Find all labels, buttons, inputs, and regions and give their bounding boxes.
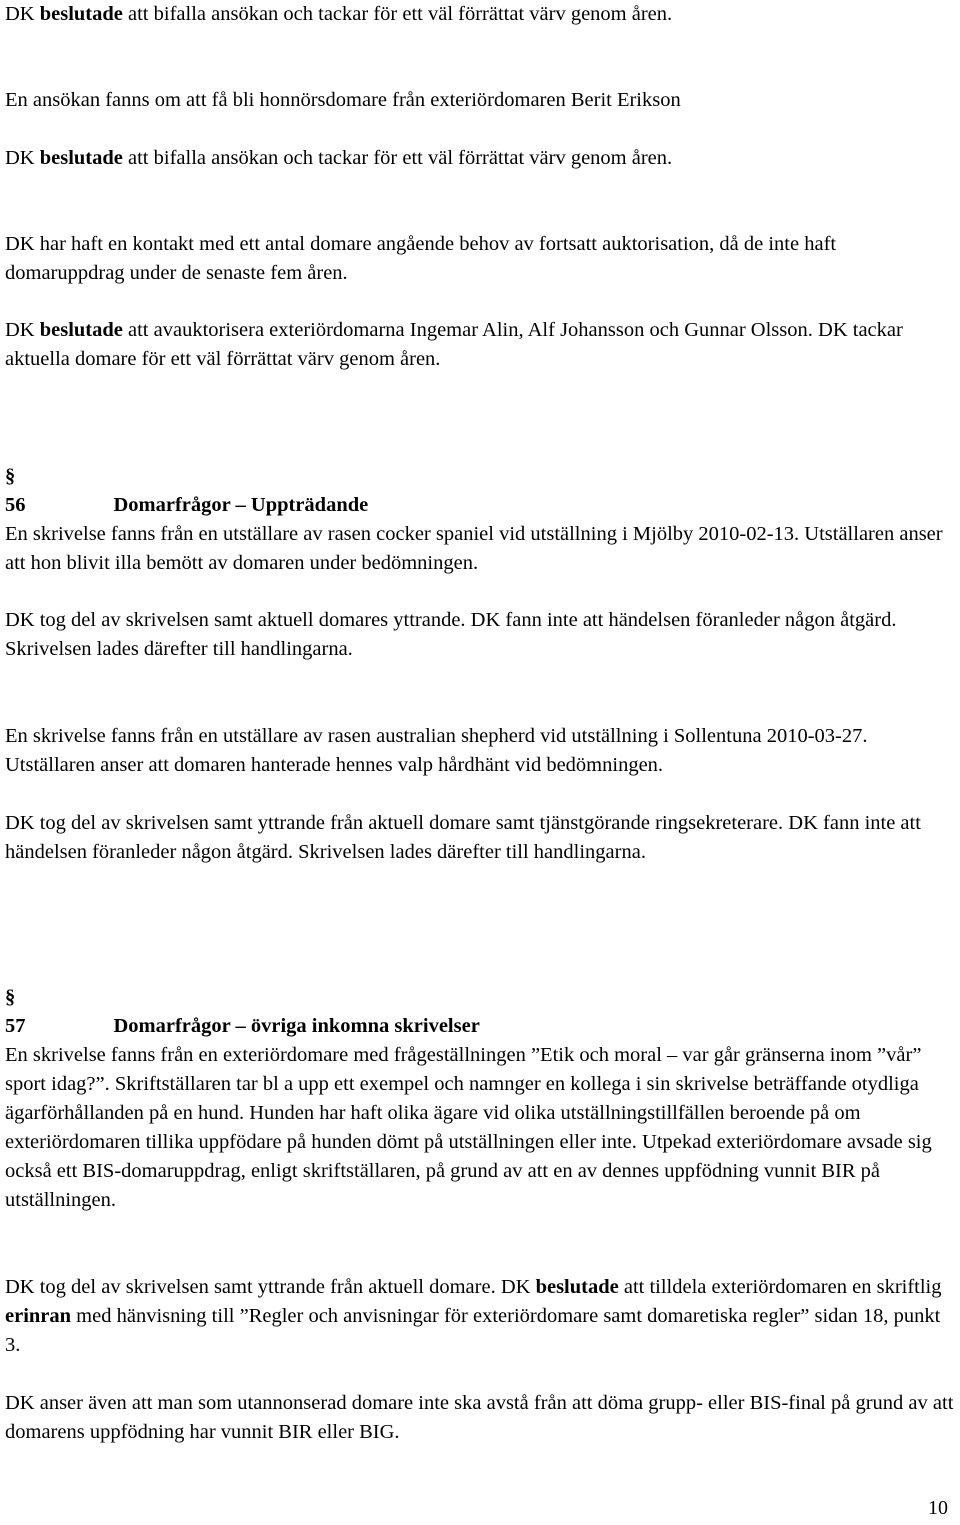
- paragraph-12: DK anser även att man som utannonserad domare inte ska avstå från att döma grupp- eller BIS-final på grund av att domarens uppfödning har vunnit BIR eller BIG.: [5, 1392, 954, 1443]
- section-symbol: §: [5, 465, 16, 487]
- paragraph-5: [5, 316, 955, 374]
- paragraph-3: [5, 144, 955, 173]
- bold-run: beslutade: [39, 3, 123, 25]
- paragraph-7: DK tog del av skrivelsen samt aktuell domares yttrande. DK fann inte att händelsen föranleder någon åtgärd. Skrivelsen lades därefter till handlingarna.: [5, 609, 897, 660]
- text-run: att bifalla ansökan och tackar för ett väl förrättat värv genom åren.: [122, 147, 673, 169]
- paragraph-10: En skrivelse fanns från en exteriördomare med frågeställningen ”Etik och moral – var går gränserna inom ”vår” sport idag?”. Skriftställaren tar bl a upp ett exempel och namnger en kollega i sin skrivelse beträffande otydliga ägarförhållanden på en hund. Hunden har haft olika ägare vid olika utställningstillfällen beroende på om exteriördomaren tillika uppfödare på hunden dömt på utställningen eller inte. Utpekad exteriördomare avsade sig också ett BIS-domaruppdrag, enligt skriftställaren, på grund av att en av dennes uppfödning vunnit BIR på utställningen.: [5, 1044, 932, 1211]
- paragraph-8: En skrivelse fanns från en utställare av rasen australian shepherd vid utställning i Sollentuna 2010-03-27. Utställaren anser att domaren hanterade hennes valp hårdhänt vid bedömningen.: [5, 725, 868, 776]
- section-heading-56: [5, 462, 368, 520]
- paragraph-9: DK tog del av skrivelsen samt yttrande från aktuell domare samt tjänstgörande ringsekreterare. DK fann inte att händelsen föranleder någon åtgärd. Skrivelsen lades därefter till handlingarna.: [5, 812, 921, 863]
- section-title: Domarfrågor – övriga inkomna skrivelser: [113, 1015, 480, 1037]
- section-title: Domarfrågor – Uppträdande: [113, 494, 369, 516]
- text-run: DK tog del av skrivelsen samt yttrande från aktuell domare. DK: [5, 1276, 536, 1298]
- bold-run: beslutade: [39, 319, 123, 341]
- section-symbol: §: [5, 986, 16, 1008]
- text-run: att bifalla ansökan och tackar för ett väl förrättat värv genom åren.: [122, 3, 673, 25]
- text-run: att tilldela exteriördomaren en skriftlig: [618, 1276, 942, 1298]
- section-number: 57: [5, 1015, 26, 1037]
- paragraph-1: [5, 0, 955, 29]
- paragraph-11: [5, 1273, 955, 1360]
- bold-run: beslutade: [39, 147, 123, 169]
- bold-run: erinran: [5, 1305, 72, 1327]
- text-run: att avauktorisera exteriördomarna Ingemar Alin, Alf Johansson och Gunnar Olsson. DK tackar aktuella domare för ett väl förrättat värv genom åren.: [5, 319, 903, 370]
- text-run: DK: [5, 3, 40, 25]
- bold-run: beslutade: [535, 1276, 619, 1298]
- text-run: DK: [5, 319, 40, 341]
- page-number: 10: [928, 1497, 948, 1519]
- paragraph-2: En ansökan fanns om att få bli honnörsdomare från exteriördomaren Berit Erikson: [5, 89, 681, 111]
- paragraph-4: DK har haft en kontakt med ett antal domare angående behov av fortsatt auktorisation, då de inte haft domaruppdrag under de senaste fem åren.: [5, 233, 837, 284]
- section-number: 56: [5, 494, 26, 516]
- section-heading-57: [5, 983, 480, 1041]
- text-run: med hänvisning till ”Regler och anvisningar för exteriördomare samt domaretiska regler” sidan 18, punkt 3.: [5, 1305, 941, 1356]
- text-run: DK: [5, 147, 40, 169]
- paragraph-6: En skrivelse fanns från en utställare av rasen cocker spaniel vid utställning i Mjölby 2010-02-13. Utställaren anser att hon blivit illa bemött av domaren under bedömningen.: [5, 523, 943, 574]
